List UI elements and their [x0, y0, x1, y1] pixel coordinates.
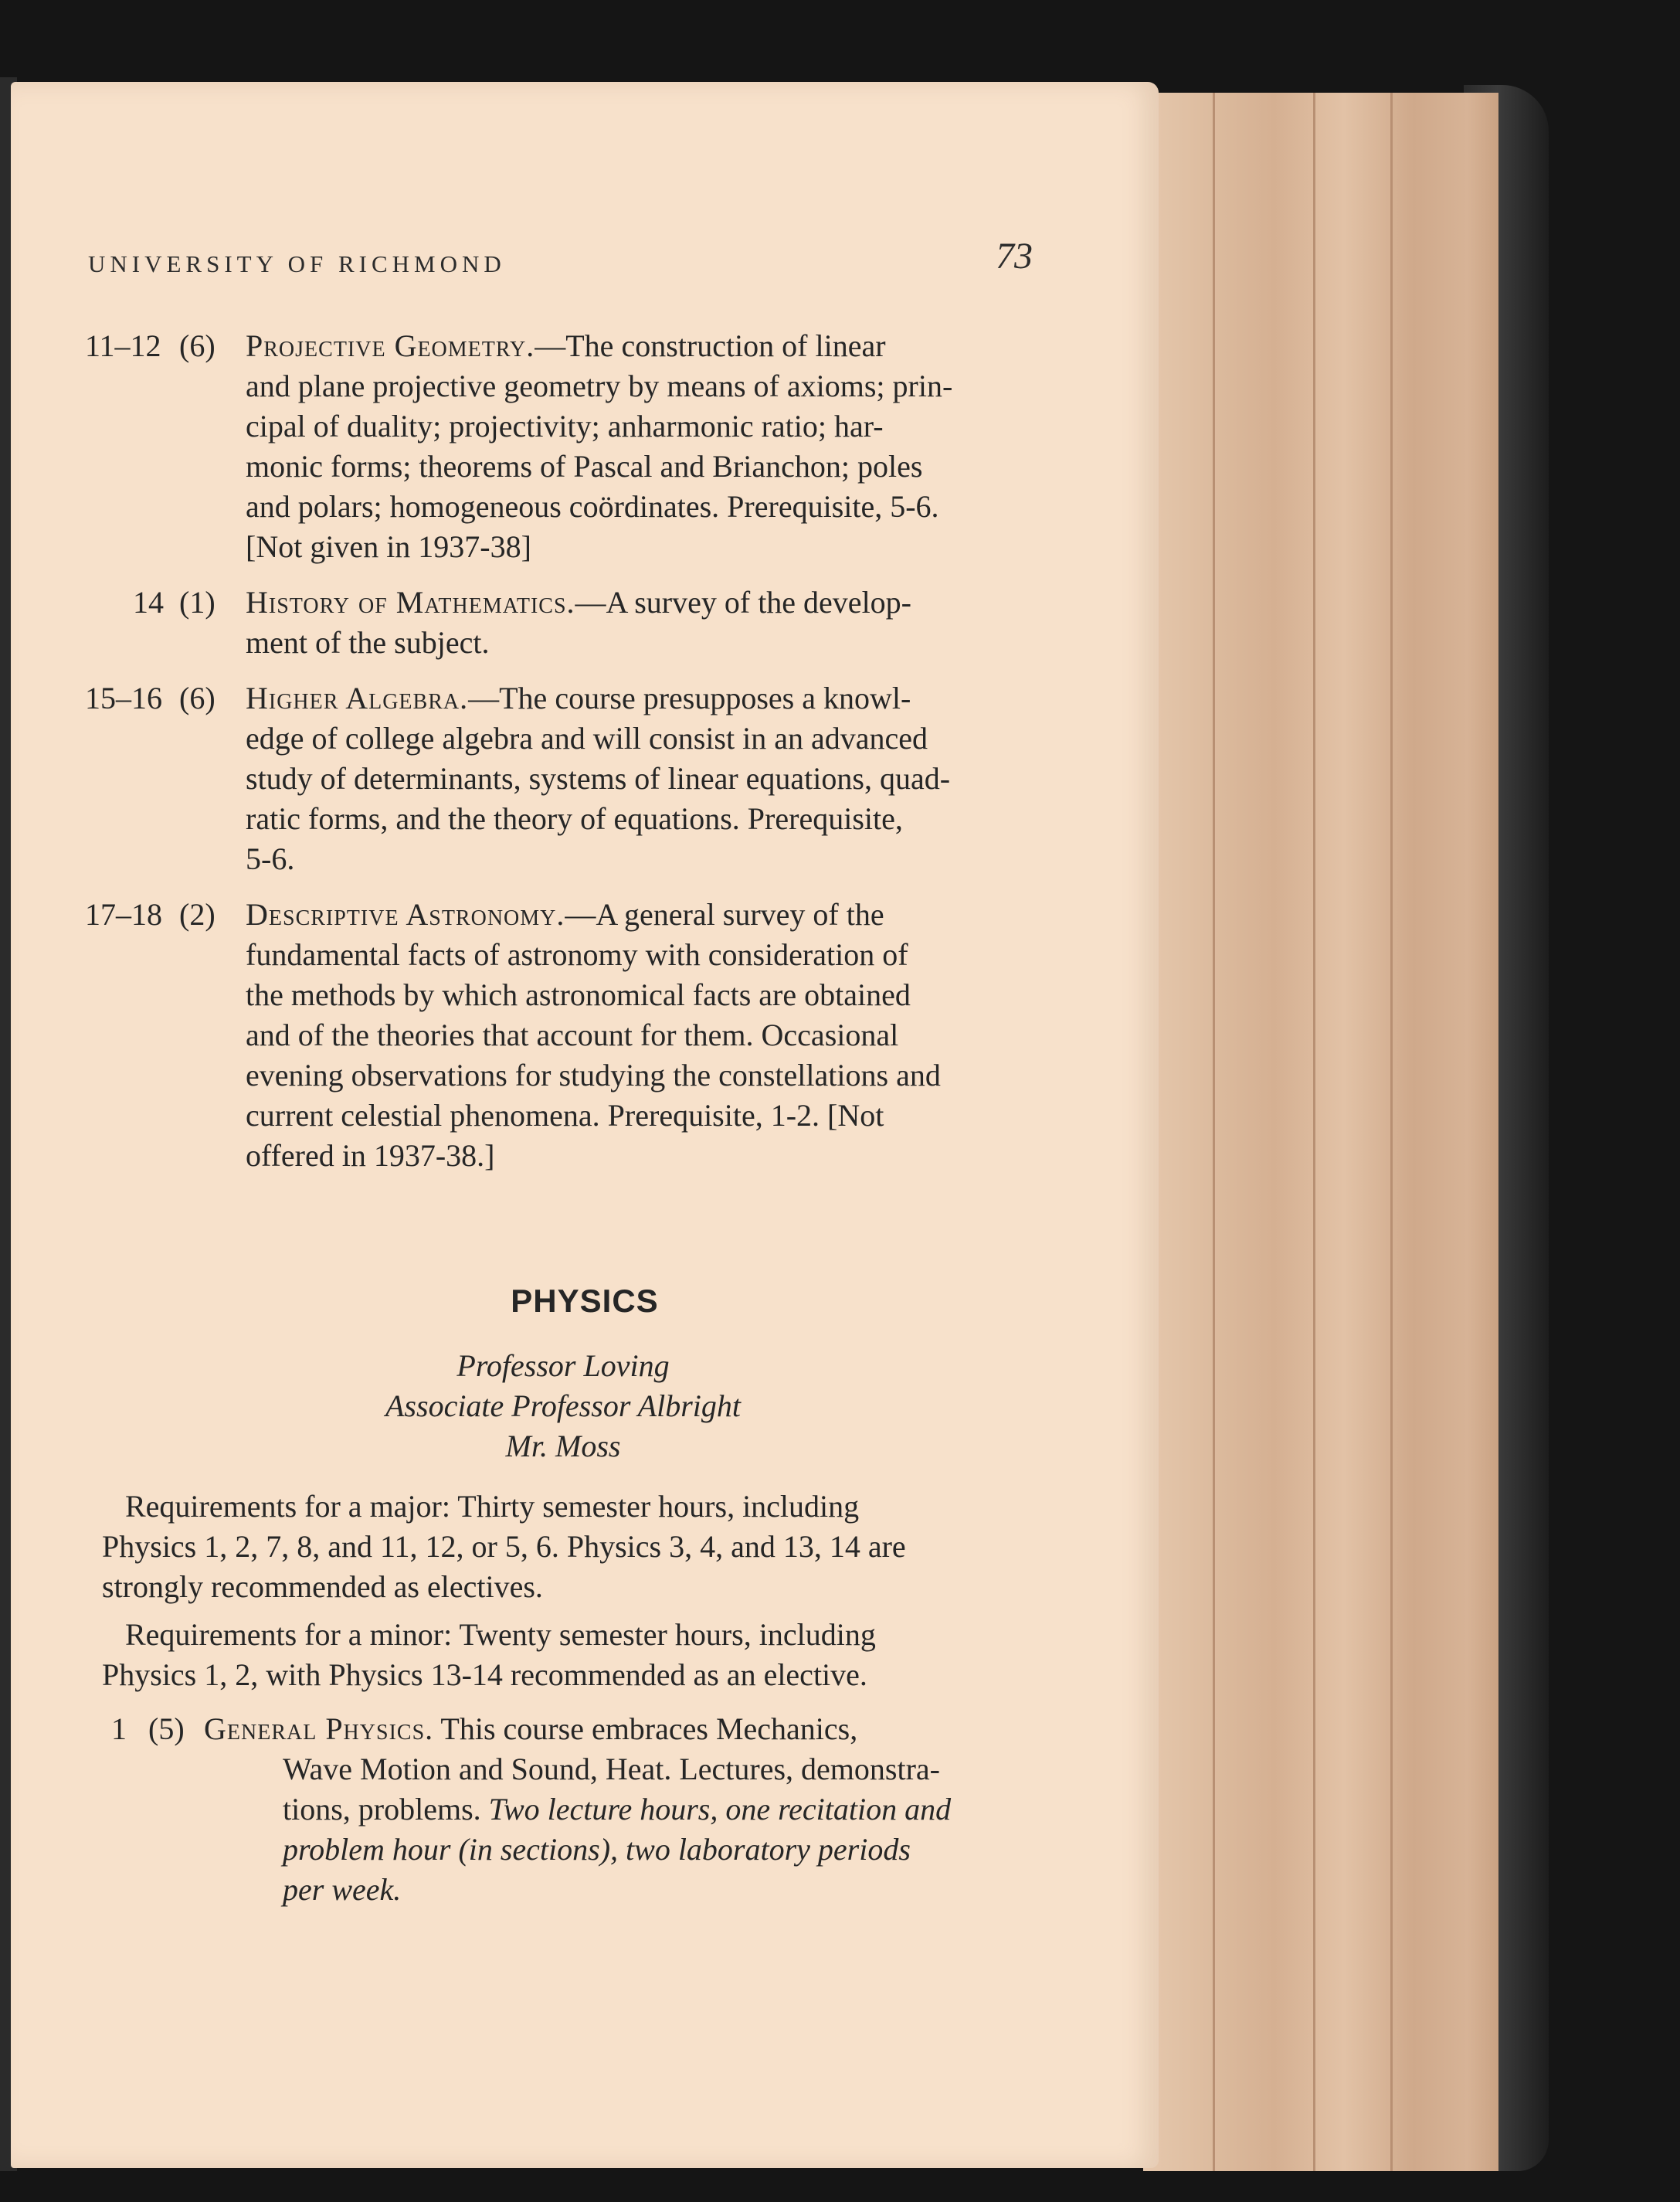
course-number: 11–12	[85, 328, 161, 363]
course-text-line: —A survey of the develop-	[575, 585, 911, 620]
course-text-line: —The construction of linear	[535, 328, 886, 363]
course-text-line: —A general survey of the	[565, 897, 884, 932]
faculty-line: Professor Loving	[456, 1348, 670, 1383]
course-first-line	[204, 1709, 857, 1749]
page-edge-line	[1390, 93, 1393, 2171]
course-text-line	[283, 1789, 951, 1830]
course-text-line: edge of college algebra and will consist in an advanced	[246, 721, 928, 756]
page-edge-line	[1213, 93, 1215, 2171]
page-number: 73	[996, 236, 1033, 277]
course-text-line: Wave Motion and Sound, Heat. Lectures, demonstra-	[283, 1752, 940, 1786]
course-credits: (2)	[179, 897, 216, 932]
course-number: 17–18	[85, 897, 162, 932]
section-heading-physics: PHYSICS	[511, 1283, 659, 1319]
course-text-line: cipal of duality; projectivity; anharmonic ratio; har-	[246, 409, 884, 443]
course-text-line: offered in 1937-38.]	[246, 1138, 495, 1173]
course-credits: (6)	[179, 328, 216, 363]
course-first-line	[246, 326, 886, 366]
course-number: 1	[111, 1711, 127, 1746]
course-credits: (5)	[148, 1711, 185, 1746]
course-text-line: and of the theories that account for them. Occasional	[246, 1018, 899, 1052]
course-text-line: and plane projective geometry by means of axioms; prin-	[246, 369, 953, 403]
course-text-roman: tions, problems.	[283, 1792, 489, 1827]
course-text-line: and polars; homogeneous coördinates. Prerequisite, 5-6.	[246, 489, 939, 524]
major-requirements-line: Physics 1, 2, 7, 8, and 11, 12, or 5, 6. Physics 3, 4, and 13, 14 are	[102, 1529, 906, 1564]
minor-requirements-line: Requirements for a minor: Twenty semester hours, including	[125, 1617, 876, 1652]
page-edge-line	[1313, 93, 1315, 2171]
course-text-line: monic forms; theorems of Pascal and Brianchon; poles	[246, 449, 923, 484]
course-text-line: —The course presupposes a knowl-	[468, 681, 911, 715]
page-edges	[1143, 93, 1498, 2171]
course-number: 15–16	[85, 681, 162, 715]
course-credits: (6)	[179, 681, 216, 715]
course-text-line: [Not given in 1937-38]	[246, 529, 531, 564]
minor-requirements-line: Physics 1, 2, with Physics 13-14 recommended as an elective.	[102, 1657, 867, 1692]
major-requirements-line: strongly recommended as electives.	[102, 1569, 543, 1604]
course-title: General Physics.	[204, 1711, 434, 1746]
course-text-line: 5-6.	[246, 841, 295, 876]
course-text-line: fundamental facts of astronomy with consideration of	[246, 937, 908, 972]
faculty-line: Associate Professor Albright	[385, 1388, 741, 1423]
major-requirements-line: Requirements for a major: Thirty semester hours, including	[125, 1489, 860, 1524]
course-text-line: ratic forms, and the theory of equations. Prerequisite,	[246, 801, 903, 836]
course-title: History of Mathematics.	[246, 585, 575, 620]
running-header: UNIVERSITY OF RICHMOND	[88, 250, 506, 277]
course-text-line: evening observations for studying the constellations and	[246, 1058, 941, 1093]
course-text-italic: per week.	[283, 1872, 402, 1907]
course-credits: (1)	[179, 585, 216, 620]
course-text-line: ment of the subject.	[246, 625, 490, 660]
course-title: Higher Algebra.	[246, 681, 469, 715]
course-text-line: study of determinants, systems of linear equations, quad-	[246, 761, 951, 796]
course-title: Projective Geometry.	[246, 328, 535, 363]
faculty-line: Mr. Moss	[505, 1429, 621, 1463]
course-text-italic: Two lecture hours, one recitation and	[488, 1792, 952, 1827]
course-text-line: This course embraces Mechanics,	[433, 1711, 858, 1746]
course-number: 14	[133, 585, 164, 620]
course-first-line	[246, 583, 911, 623]
course-title: Descriptive Astronomy.	[246, 897, 565, 932]
course-text-line: current celestial phenomena. Prerequisite, 1-2. [Not	[246, 1098, 884, 1133]
course-first-line	[246, 895, 884, 935]
course-text-line: the methods by which astronomical facts are obtained	[246, 977, 911, 1012]
course-text-italic: problem hour (in sections), two laboratory periods	[283, 1832, 911, 1867]
course-first-line	[246, 678, 911, 719]
book-page	[11, 82, 1159, 2168]
